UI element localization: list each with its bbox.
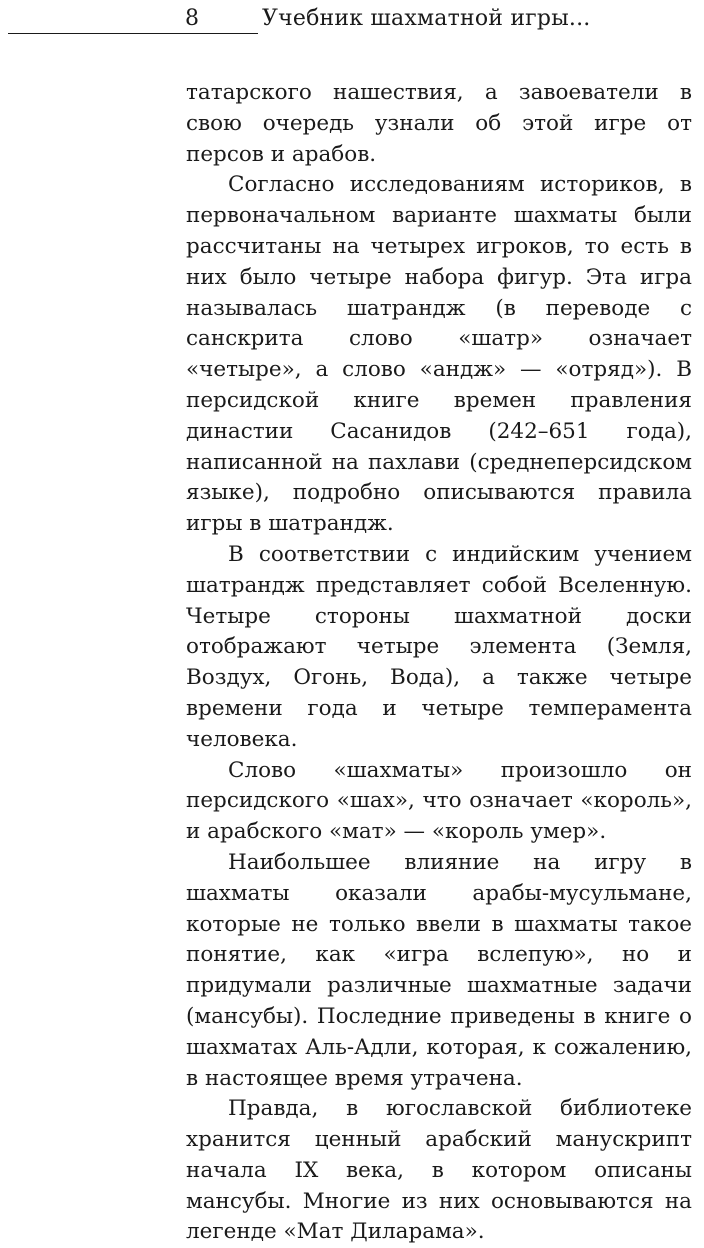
- paragraph-4: Слово «шахматы» произошло он персидского «шах», что означает «король», и арабского «мат» — «король умер».: [186, 757, 692, 845]
- paragraph-2: Согласно исследованиям историков, в первоначальном варианте шахматы были рассчитаны на четырех игроков, то есть в них было четыре набора фигур. Эта игра называлась шатрандж (в переводе с санскрита слово «шатр» означает «четыре», а слово «андж» — «отряд»). В персидской книге времен правления династии Сасанидов (242–651 года), написанной на пахлави (среднеперсидском языке), подробно описываются правила игры в шатрандж.: [186, 172, 692, 537]
- paragraph-5: Наибольшее влияние на игру в шахматы оказали арабы-мусульмане, которые не только ввели в шахматы такое понятие, как «игра вслепую», но и придумали различные шахматные задачи (мансубы). Последние приведены в книге о шахматах Аль-Адли, которая, к сожалению, в настоящее время утрачена.: [186, 849, 692, 1091]
- paragraph-3: В соответствии с индийским учением шатрандж представляет собой Вселенную. Четыре стороны шахматной доски отображают четыре элемента (Земля, Воздух, Огонь, Вода), а также четыре времени года и четыре темперамента человека.: [186, 541, 692, 752]
- paragraph-1: татарского нашествия, а завоеватели в свою очередь узнали об этой игре от персов и арабов.: [186, 80, 692, 167]
- paragraph-6: Правда, в югославской библиотеке хранится ценный арабский манускрипт начала IX века, в котором описаны мансубы. Многие из них основываются на легенде «Мат Диларама».: [186, 1096, 692, 1245]
- running-title: Учебник шахматной игры...: [262, 6, 591, 31]
- body-text: [186, 78, 692, 1248]
- header-rule: [8, 33, 258, 34]
- page-number: 8: [185, 6, 199, 31]
- running-header: [0, 0, 704, 40]
